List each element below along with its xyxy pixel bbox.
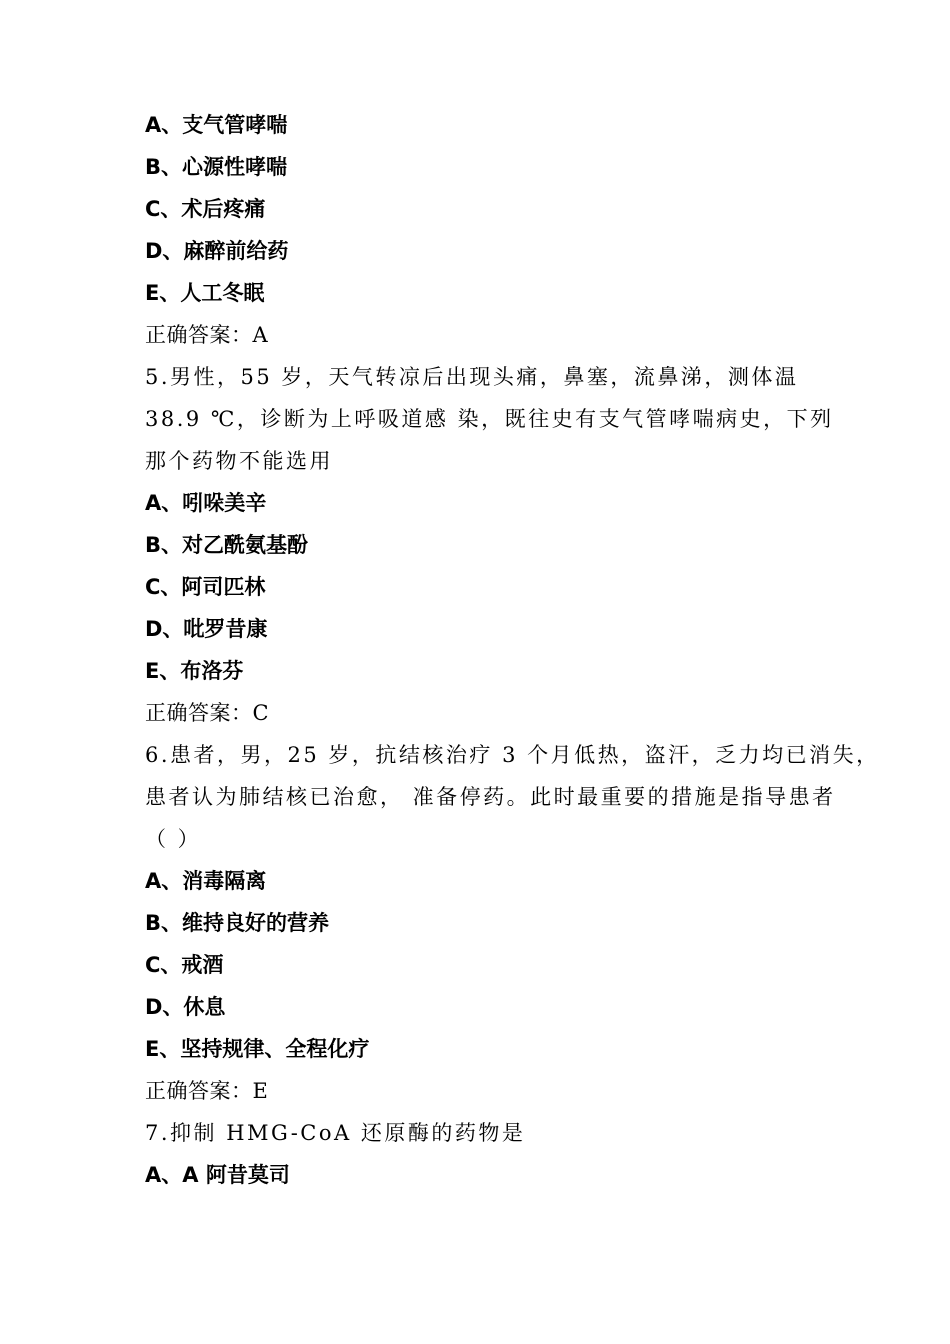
option-line: C、阿司匹林 (145, 575, 266, 599)
option-line: B、心源性哮喘 (145, 155, 288, 179)
option-line: A、消毒隔离 (145, 869, 267, 893)
question-line: 5.男性，55 岁，天气转凉后出现头痛，鼻塞，流鼻涕，测体温 (145, 365, 799, 389)
option-line: D、吡罗昔康 (145, 617, 268, 641)
answer-line: 正确答案：C (145, 701, 270, 725)
option-line: A、吲哚美辛 (145, 491, 267, 515)
option-line: E、坚持规律、全程化疗 (145, 1037, 370, 1061)
option-line: E、布洛芬 (145, 659, 244, 683)
question-line: 38.9 ℃，诊断为上呼吸道感 染，既往史有支气管哮喘病史，下列 (145, 407, 834, 431)
answer-line: 正确答案：E (145, 1079, 269, 1103)
answer-line: 正确答案：A (145, 323, 269, 347)
question-line: 7.抑制 HMG-CoA 还原酶的药物是 (145, 1121, 526, 1145)
option-line: A、支气管哮喘 (145, 113, 288, 137)
option-line: A、A 阿昔莫司 (145, 1163, 290, 1187)
option-line: B、对乙酰氨基酚 (145, 533, 309, 557)
option-line: D、麻醉前给药 (145, 239, 289, 263)
option-line: C、术后疼痛 (145, 197, 266, 221)
question-line: 6.患者，男，25 岁，抗结核治疗 3 个月低热，盗汗，乏力均已消失， (145, 743, 880, 767)
question-line: 那个药物不能选用 (145, 449, 333, 473)
question-line: （ ） (145, 827, 202, 851)
option-line: D、休息 (145, 995, 226, 1019)
option-line: C、戒酒 (145, 953, 224, 977)
question-line: 患者认为肺结核已治愈， 准备停药。此时最重要的措施是指导患者 (145, 785, 836, 809)
option-line: E、人工冬眠 (145, 281, 265, 305)
option-line: B、维持良好的营养 (145, 911, 330, 935)
